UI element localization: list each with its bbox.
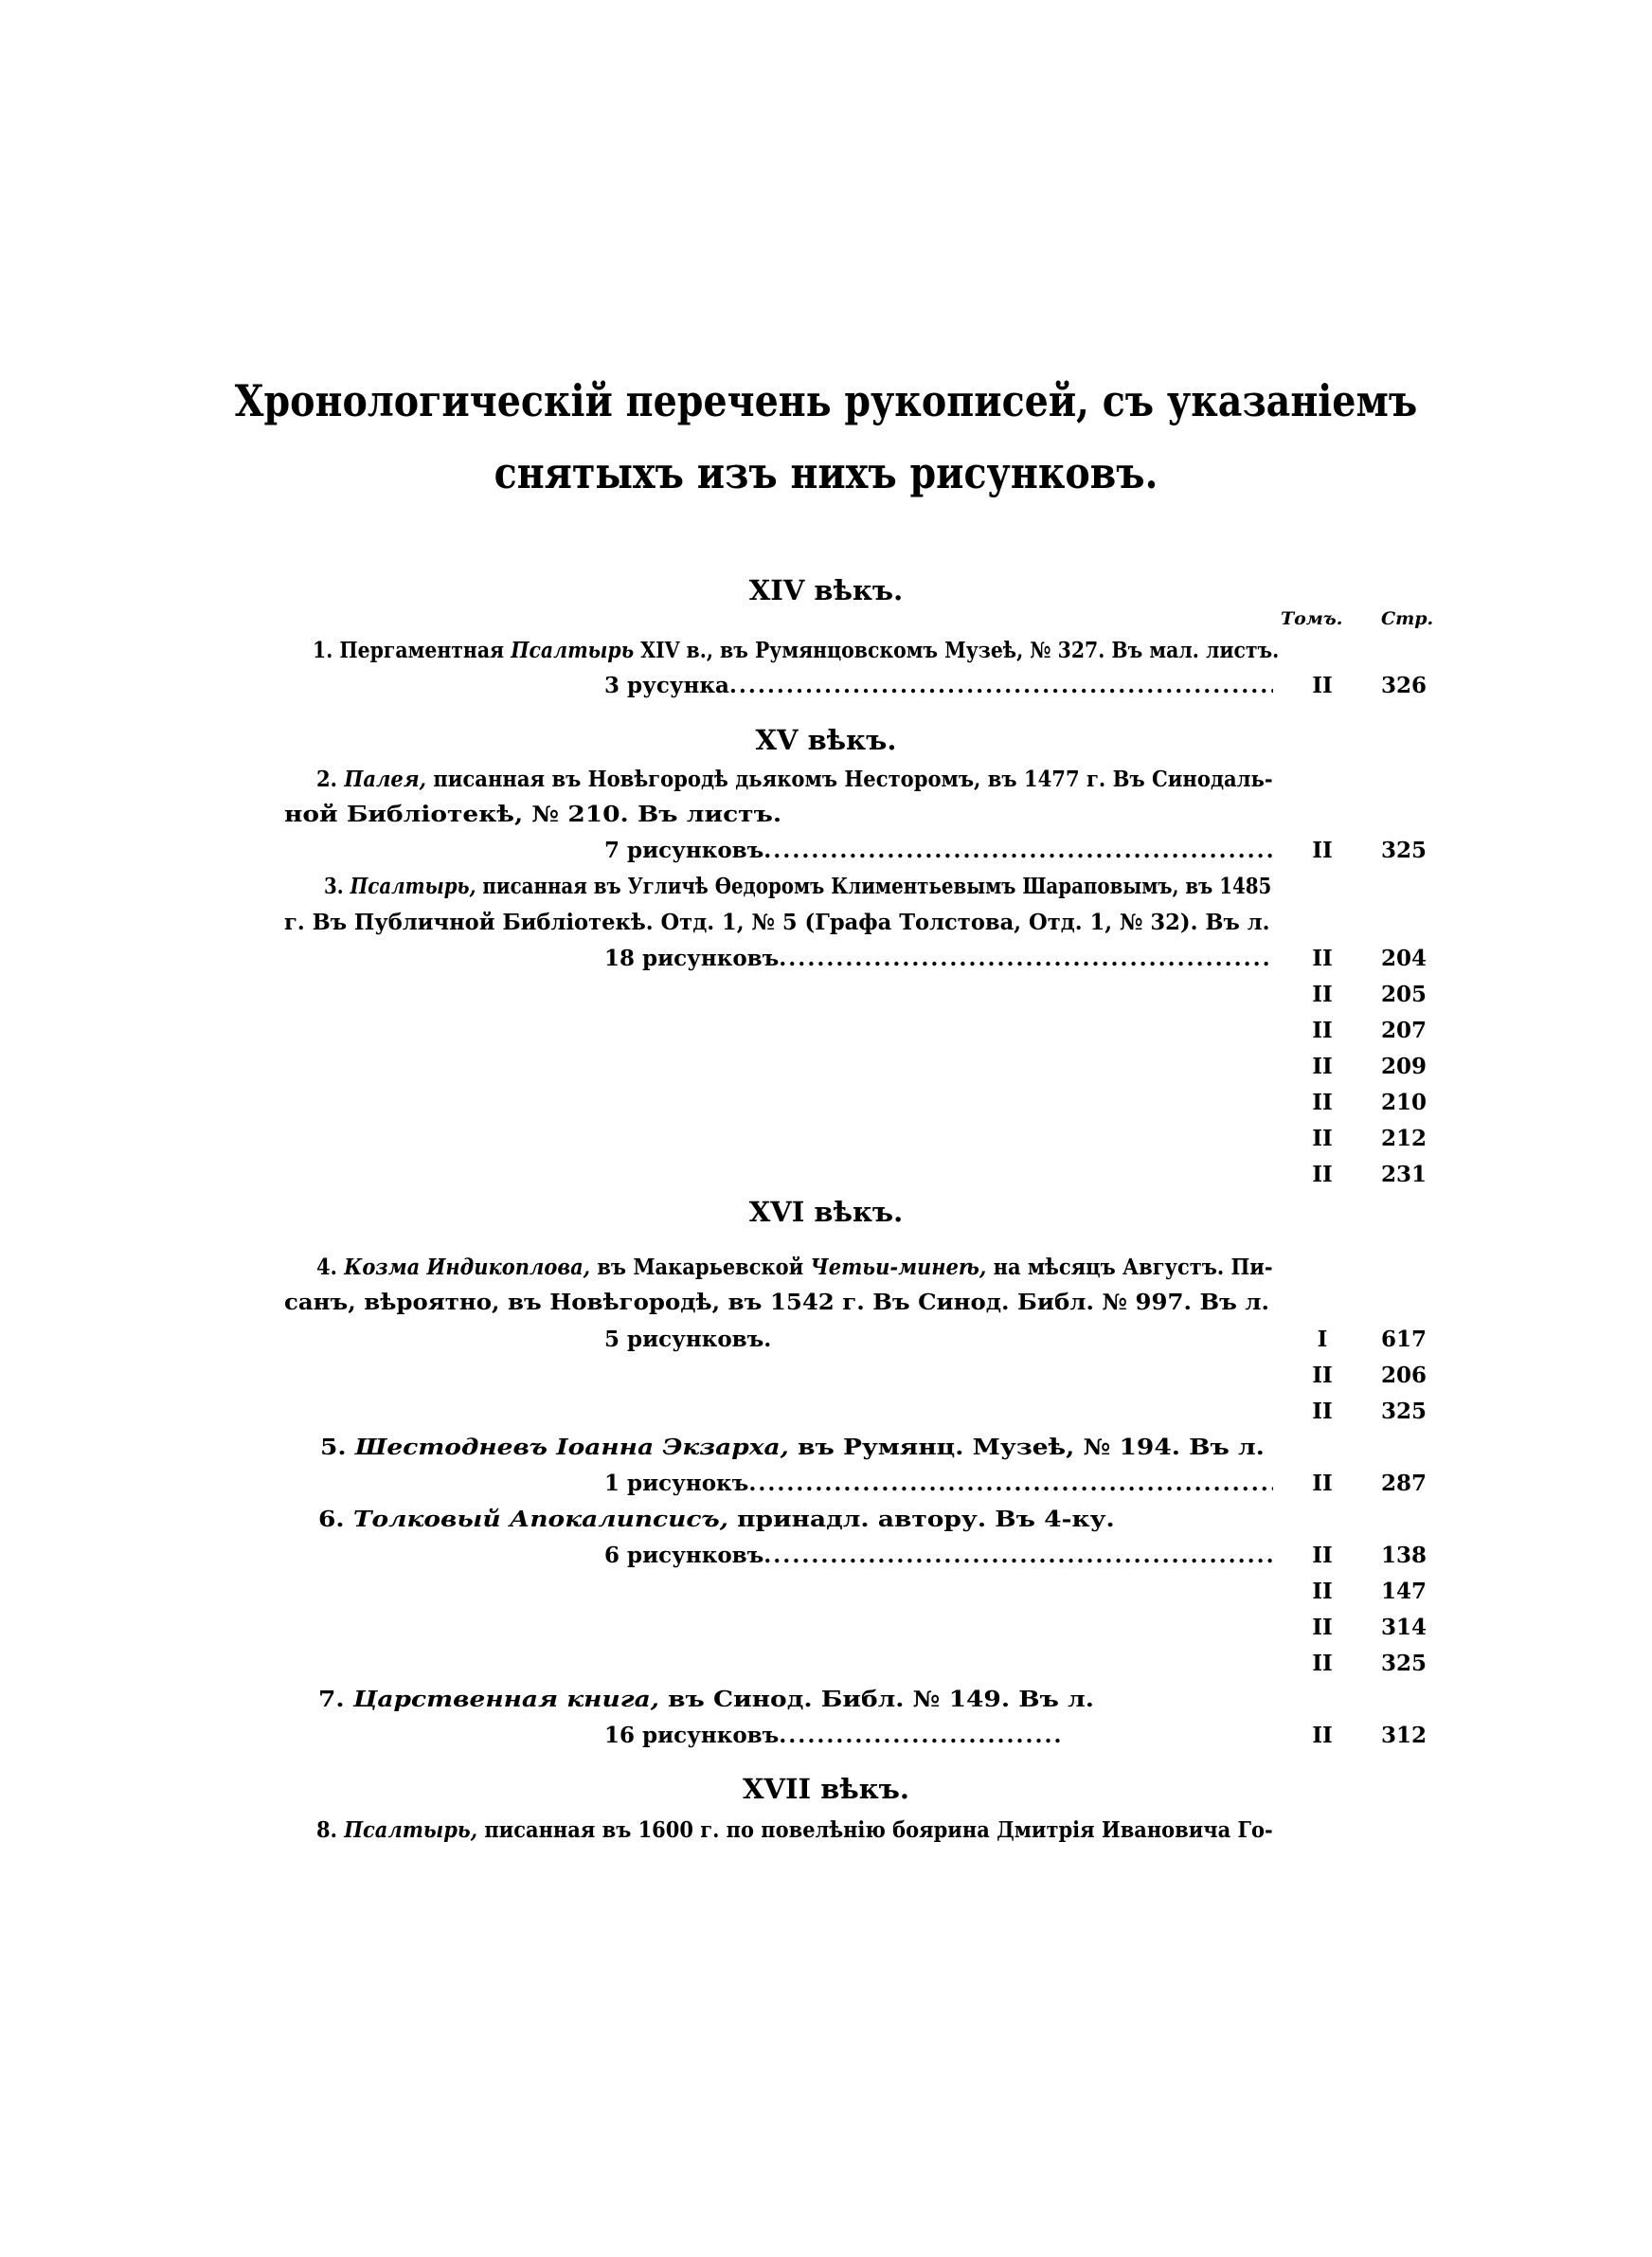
ref-page: 325 — [1380, 1651, 1427, 1676]
entry-3-line-1 — [324, 870, 1271, 904]
entry-3-line-2 — [284, 906, 1269, 940]
ref-page: 325 — [1380, 1399, 1427, 1424]
entry-5-drawings — [604, 1467, 1273, 1501]
entry-4-line-2 — [284, 1286, 1269, 1320]
section-heading-xiv: XIV вѣкъ. — [748, 574, 904, 606]
drawings-count: 3 русунка — [604, 673, 729, 698]
leader-dots — [748, 1467, 1273, 1501]
entry-8-line-1 — [316, 1814, 1273, 1848]
ref-page: 206 — [1380, 1363, 1427, 1388]
drawings-count: 6 рисунковъ — [604, 1543, 764, 1568]
column-header-page: Стр. — [1381, 608, 1434, 629]
entry-number: 6. — [318, 1507, 345, 1532]
leader-dots — [763, 834, 1273, 868]
ref-volume: II — [1312, 1543, 1333, 1568]
title-line-2: снятыхъ изъ нихъ рисунковъ. — [494, 447, 1158, 498]
drawings-count: 7 рисунковъ — [604, 838, 764, 863]
column-header-volume: Томъ. — [1281, 608, 1343, 629]
entry-text: санъ, вѣроятно, въ Новѣгородѣ, въ 1542 г. Въ Синод. Библ. № 997. Въ л. — [284, 1290, 1270, 1315]
ref-volume: II — [1312, 1471, 1333, 1496]
entry-5-line-1 — [320, 1431, 1265, 1465]
entry-7-line-1 — [318, 1683, 1094, 1717]
ref-page: 210 — [1380, 1090, 1427, 1115]
ref-page: 205 — [1380, 982, 1427, 1007]
entry-title-italic: Псалтырь, — [350, 874, 476, 899]
entry-number: 2. — [316, 767, 338, 792]
entry-text: принадл. автору. Въ 4-ку. — [737, 1507, 1115, 1532]
entry-title-italic: Псалтырь — [511, 638, 635, 663]
section-heading-xvii: XVII вѣкъ. — [742, 1773, 910, 1805]
entry-1-line-1 — [313, 634, 1279, 668]
entry-2-line-2 — [284, 798, 781, 832]
ref-volume: II — [1312, 1162, 1333, 1187]
entry-4-line-1 — [316, 1251, 1273, 1285]
entry-text: въ Румянц. Музеѣ, № 194. Въ л. — [798, 1435, 1265, 1460]
section-heading-xvi: XVI вѣкъ. — [748, 1196, 904, 1228]
ref-volume: II — [1312, 946, 1333, 971]
ref-volume: II — [1312, 1399, 1333, 1424]
entry-title-italic: Царственная книга, — [352, 1687, 659, 1712]
drawings-count: 18 рисунковъ — [604, 946, 780, 971]
ref-volume: II — [1312, 673, 1333, 698]
entry-text: писанная въ Новѣгородѣ дьякомъ Несторомъ, въ 1477 г. Въ Синодаль- — [433, 767, 1273, 792]
entry-title: Пергаментная — [339, 638, 505, 663]
ref-page: 287 — [1380, 1471, 1427, 1496]
entry-number: 5. — [320, 1435, 347, 1460]
entry-7-drawings — [604, 1719, 1065, 1753]
ref-page: 617 — [1380, 1327, 1427, 1352]
ref-volume: II — [1312, 1651, 1333, 1676]
drawings-count: 5 рисунковъ. — [604, 1327, 772, 1352]
ref-volume: II — [1312, 1723, 1333, 1748]
entry-3-drawings — [604, 942, 1273, 976]
ref-page: 138 — [1380, 1543, 1427, 1568]
entry-title-italic: Шестодневъ Іоанна Экзарха, — [354, 1435, 789, 1460]
entry-text: ной Библіотекѣ, № 210. Въ листъ. — [284, 802, 782, 827]
leader-dots — [779, 942, 1273, 976]
ref-page: 325 — [1380, 838, 1427, 863]
ref-volume: II — [1312, 1054, 1333, 1079]
entry-number: 1. — [313, 638, 333, 663]
ref-page: 326 — [1380, 673, 1427, 698]
ref-page: 312 — [1380, 1723, 1427, 1748]
ref-volume: II — [1312, 1579, 1333, 1604]
entry-1-drawings — [604, 669, 1273, 703]
entry-text: XIV в., въ Румянцовскомъ Музеѣ, № 327. Въ мал. листъ. — [640, 638, 1280, 663]
entry-number: 4. — [316, 1255, 337, 1280]
entry-6-line-1 — [318, 1503, 1115, 1537]
leader-dots — [729, 669, 1273, 703]
entry-text: писанная въ 1600 г. по повелѣнію боярина Дмитрія Ивановича Го- — [484, 1817, 1273, 1843]
section-heading-xv: XV вѣкъ. — [755, 724, 897, 756]
leader-dots — [779, 1719, 1065, 1753]
entry-number: 3. — [324, 874, 344, 899]
drawings-count: 1 рисунокъ — [604, 1471, 749, 1496]
ref-page: 147 — [1380, 1579, 1427, 1604]
leader-dots — [763, 1539, 1273, 1573]
entry-title-italic: Палея, — [344, 767, 427, 792]
ref-page: 212 — [1380, 1126, 1427, 1151]
entry-title-italic-2: Четьи-минеѣ, — [810, 1255, 987, 1280]
entry-text: въ Макарьевской — [597, 1255, 804, 1280]
title-line-1: Хронологическій перечень рукописей, съ указаніемъ — [234, 375, 1418, 426]
entry-2-drawings — [604, 834, 1273, 868]
entry-6-drawings — [604, 1539, 1273, 1573]
ref-page: 207 — [1380, 1018, 1427, 1043]
entry-text: писанная въ Угличѣ Ѳедоромъ Климентьевымъ Шараповымъ, въ 1485 — [482, 874, 1272, 899]
ref-volume: II — [1312, 838, 1333, 863]
entry-title-italic: Толковый Апокалипсисъ, — [352, 1507, 728, 1532]
entry-text: въ Синод. Библ. № 149. Въ л. — [668, 1687, 1094, 1712]
ref-page: 204 — [1380, 946, 1427, 971]
ref-volume: II — [1312, 1363, 1333, 1388]
ref-volume: II — [1312, 1615, 1333, 1640]
entry-title-italic: Козма Индикоплова, — [344, 1255, 591, 1280]
ref-page: 209 — [1380, 1054, 1427, 1079]
ref-volume: II — [1312, 1126, 1333, 1151]
ref-volume: II — [1312, 1090, 1333, 1115]
entry-number: 8. — [316, 1817, 337, 1843]
entry-text: г. Въ Публичной Библіотекѣ. Отд. 1, № 5 (Графа Толстова, Отд. 1, № 32). Въ л. — [284, 910, 1270, 935]
ref-volume: II — [1312, 982, 1333, 1007]
drawings-count: 16 рисунковъ — [604, 1723, 780, 1748]
ref-page: 314 — [1380, 1615, 1427, 1640]
entry-2-line-1 — [316, 763, 1273, 797]
ref-page: 231 — [1380, 1162, 1427, 1187]
entry-title-italic: Псалтырь, — [344, 1817, 478, 1843]
entry-text: на мѣсяцъ Августъ. Пи- — [993, 1255, 1273, 1280]
entry-number: 7. — [318, 1687, 345, 1712]
page-title — [116, 365, 1536, 509]
ref-volume: II — [1312, 1018, 1333, 1043]
entry-4-drawings — [604, 1323, 889, 1357]
ref-volume: I — [1317, 1327, 1328, 1352]
